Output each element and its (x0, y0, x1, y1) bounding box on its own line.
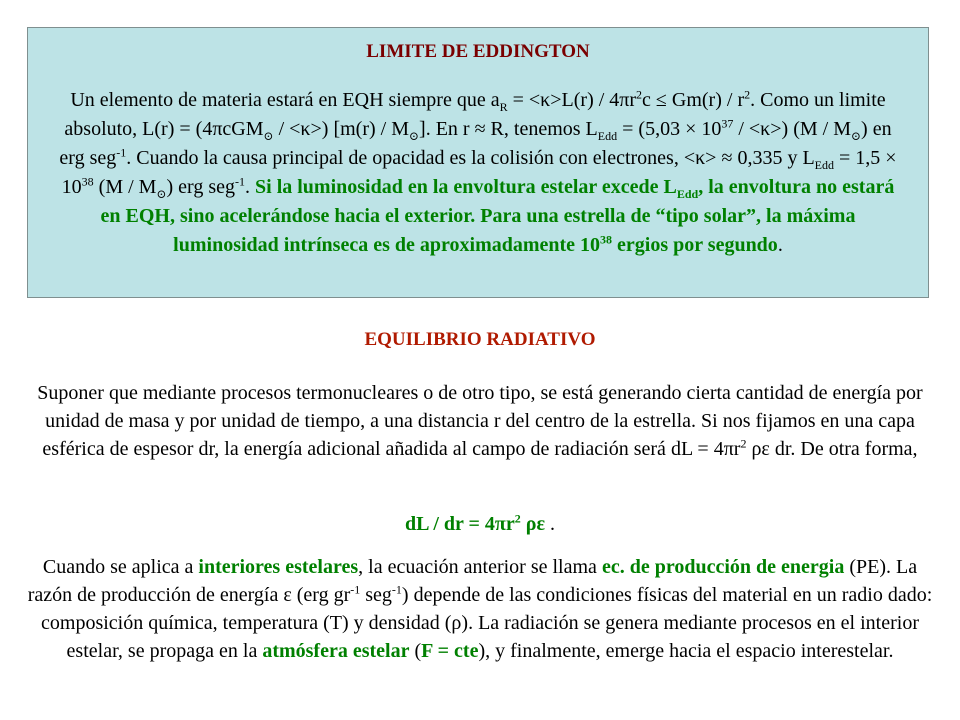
superscript: -1 (350, 582, 361, 597)
equation-text: dL / dr = 4πr (404, 513, 515, 535)
paragraph-intro (30, 379, 930, 463)
text-run: Cuando se aplica a (42, 556, 199, 578)
text-run: = 1,5 × 10 (61, 147, 897, 198)
text-run: ), y finalmente, emerge hacia el espacio interestelar. (478, 640, 894, 662)
sun-symbol: ⊙ (263, 129, 274, 143)
text-run: seg (360, 584, 392, 606)
sun-symbol: ⊙ (850, 129, 862, 143)
text-run: / <κ>) [m(r) / M (273, 118, 409, 140)
text-run: ρε dr. De otra forma, (746, 438, 918, 460)
superscript: 2 (514, 511, 521, 526)
equation-text: ρε (520, 513, 546, 535)
superscript: 38 (600, 232, 613, 247)
superscript: 2 (744, 87, 751, 102)
highlight-text: interiores estelares (198, 556, 359, 578)
text-run: ) depende de las condiciones físicas del material en un radio dado: composición química, temperatura (T) y densidad (ρ). La radiación se genera mediante procesos en el interior estelar, se propaga en la (41, 584, 933, 662)
text-run: . (777, 234, 783, 256)
superscript: -1 (116, 145, 127, 160)
text-run: . Como un limite absoluto, L(r) = (4πcGM (64, 89, 886, 140)
text-run: = (5,03 × 10 (617, 118, 722, 140)
text-run: (PE). La razón de producción de energía ε (erg gr (27, 556, 918, 606)
subscript: Edd (814, 158, 835, 172)
equation (0, 513, 960, 536)
text-run: ( (409, 640, 422, 662)
subscript: Edd (676, 187, 699, 201)
superscript: 2 (740, 436, 747, 451)
text-run: , la ecuación anterior se llama (358, 556, 602, 578)
highlight-text: Si la luminosidad en la envoltura estelar excede L (255, 176, 677, 198)
superscript: -1 (235, 174, 246, 189)
eddington-limit-box (27, 27, 929, 298)
subscript: Edd (597, 129, 618, 143)
equation-period: . (545, 513, 556, 535)
subscript: R (499, 100, 508, 114)
superscript: 2 (636, 87, 643, 102)
highlight-text: ergios por segundo (612, 234, 778, 256)
sun-symbol: ⊙ (156, 187, 167, 201)
eddington-title: LIMITE DE EDDINGTON (366, 41, 590, 62)
text-run: . Cuando la causa principal de opacidad es la colisión con electrones, <κ> ≈ 0,335 y L (126, 147, 815, 169)
superscript: -1 (391, 582, 402, 597)
highlight-text: ec. de producción de energia (601, 556, 845, 578)
text-run: = <κ>L(r) / 4πr (507, 89, 637, 111)
text-run: c ≤ Gm(r) / r (642, 89, 745, 111)
text-run: . (245, 176, 256, 198)
paragraph-body (22, 553, 938, 665)
text-run: (M / M (93, 176, 157, 198)
highlight-text: F = cte (421, 640, 479, 662)
text-run: Suponer que mediante procesos termonucleares o de otro tipo, se está generando cierta cantidad de energía por unidad de masa y por unidad de tiempo, a una distancia r del centro de la estrella. Si nos fijamos en una capa esférica de espesor dr, la energía adicional añadida al campo de radiación será dL = 4πr (37, 382, 923, 460)
text-run: ]. En r ≈ R, tenemos L (419, 118, 598, 140)
text-run: ) en erg seg (59, 118, 892, 169)
sun-symbol: ⊙ (408, 129, 420, 143)
text-run: / <κ>) (M / M (733, 118, 851, 140)
text-run: ) erg seg (166, 176, 236, 198)
superscript: 38 (81, 174, 94, 189)
section-title: EQUILIBRIO RADIATIVO (364, 329, 596, 350)
text-run: Un elemento de materia estará en EQH siempre que a (70, 89, 500, 111)
eddington-text (58, 86, 898, 260)
superscript: 37 (721, 116, 734, 131)
highlight-text: , la envoltura no estará en EQH, sino acelerándose hacia el exterior. Para una estrella de “tipo solar”, la máxima luminosidad intrínseca es de aproximadamente 10 (100, 176, 895, 256)
highlight-text: atmósfera estelar (262, 640, 410, 662)
